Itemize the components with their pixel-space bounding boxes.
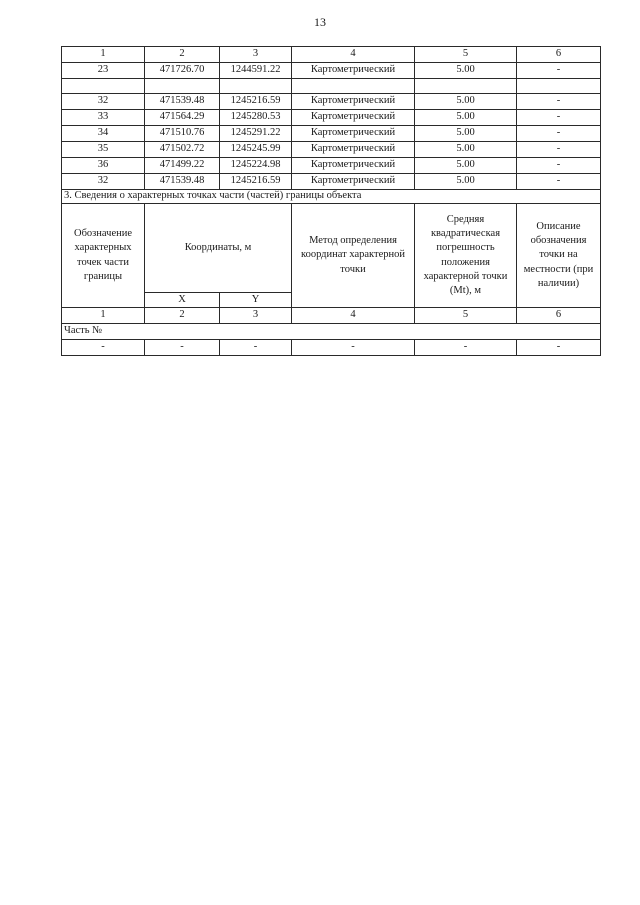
column-numbers-row <box>62 47 601 63</box>
header-description: Описание обозначения точки на местности (при наличии) <box>517 204 601 308</box>
method: Картометрический <box>292 126 415 142</box>
coordinate-x: 471510.76 <box>145 126 220 142</box>
coordinate-y: 1245280.53 <box>220 110 292 126</box>
section-header-row <box>62 204 601 293</box>
column-number: 5 <box>415 47 517 63</box>
coordinate-x: 471502.72 <box>145 142 220 158</box>
coordinates-table <box>61 46 601 356</box>
description: - <box>517 126 601 142</box>
coordinate-y: 1245216.59 <box>220 174 292 190</box>
method: Картометрический <box>292 63 415 79</box>
table-row <box>62 126 601 142</box>
table-row <box>62 142 601 158</box>
table-row <box>62 110 601 126</box>
coordinate-x: 471539.48 <box>145 94 220 110</box>
part-label: Часть № <box>62 324 601 340</box>
header-x: X <box>145 293 220 308</box>
coordinate-x: 471564.29 <box>145 110 220 126</box>
section-title: 3. Сведения о характерных точках части (частей) границы объекта <box>62 190 601 204</box>
point-number: 34 <box>62 126 145 142</box>
method: Картометрический <box>292 142 415 158</box>
accuracy: 5.00 <box>415 110 517 126</box>
header-method: Метод определения координат характерной точки <box>292 204 415 308</box>
column-number: 6 <box>517 47 601 63</box>
table-row <box>62 174 601 190</box>
method <box>292 79 415 94</box>
point-number: - <box>62 340 145 356</box>
accuracy: 5.00 <box>415 158 517 174</box>
table-row <box>62 94 601 110</box>
description: - <box>517 63 601 79</box>
column-number: 2 <box>145 308 220 324</box>
column-number: 5 <box>415 308 517 324</box>
header-coordinates: Координаты, м <box>145 204 292 293</box>
method: Картометрический <box>292 94 415 110</box>
coordinate-x: - <box>145 340 220 356</box>
method: - <box>292 340 415 356</box>
coordinate-y: 1245245.99 <box>220 142 292 158</box>
table-row <box>62 63 601 79</box>
point-number: 35 <box>62 142 145 158</box>
accuracy: 5.00 <box>415 63 517 79</box>
column-number: 4 <box>292 308 415 324</box>
coordinate-y: 1245224.98 <box>220 158 292 174</box>
coordinate-x <box>145 79 220 94</box>
part-row <box>62 324 601 340</box>
column-number: 3 <box>220 47 292 63</box>
column-numbers-row <box>62 308 601 324</box>
description: - <box>517 174 601 190</box>
column-number: 3 <box>220 308 292 324</box>
coordinate-x: 471539.48 <box>145 174 220 190</box>
column-number: 1 <box>62 47 145 63</box>
method: Картометрический <box>292 174 415 190</box>
column-number: 1 <box>62 308 145 324</box>
header-y: Y <box>220 293 292 308</box>
accuracy <box>415 79 517 94</box>
column-number: 6 <box>517 308 601 324</box>
coordinate-y: - <box>220 340 292 356</box>
point-number: 33 <box>62 110 145 126</box>
description: - <box>517 142 601 158</box>
point-number: 36 <box>62 158 145 174</box>
method: Картометрический <box>292 110 415 126</box>
point-number: 23 <box>62 63 145 79</box>
description: - <box>517 94 601 110</box>
point-number: 32 <box>62 94 145 110</box>
accuracy: 5.00 <box>415 142 517 158</box>
accuracy: 5.00 <box>415 126 517 142</box>
point-number: 32 <box>62 174 145 190</box>
coordinate-y <box>220 79 292 94</box>
point-number <box>62 79 145 94</box>
method: Картометрический <box>292 158 415 174</box>
coordinate-y: 1244591.22 <box>220 63 292 79</box>
description: - <box>517 158 601 174</box>
coordinate-x: 471499.22 <box>145 158 220 174</box>
accuracy: 5.00 <box>415 94 517 110</box>
header-designation: Обозначение характерных точек части границы <box>62 204 145 308</box>
description: - <box>517 110 601 126</box>
coordinate-x: 471726.70 <box>145 63 220 79</box>
table-row <box>62 340 601 356</box>
section-title-row <box>62 190 601 204</box>
table-row <box>62 79 601 94</box>
table-row <box>62 158 601 174</box>
accuracy: - <box>415 340 517 356</box>
header-error: Средняя квадратическая погрешность положения характерной точки (Mt), м <box>415 204 517 308</box>
coordinate-y: 1245216.59 <box>220 94 292 110</box>
column-number: 2 <box>145 47 220 63</box>
description: - <box>517 340 601 356</box>
page-number: 13 <box>314 15 326 29</box>
coordinate-y: 1245291.22 <box>220 126 292 142</box>
description <box>517 79 601 94</box>
column-number: 4 <box>292 47 415 63</box>
accuracy: 5.00 <box>415 174 517 190</box>
